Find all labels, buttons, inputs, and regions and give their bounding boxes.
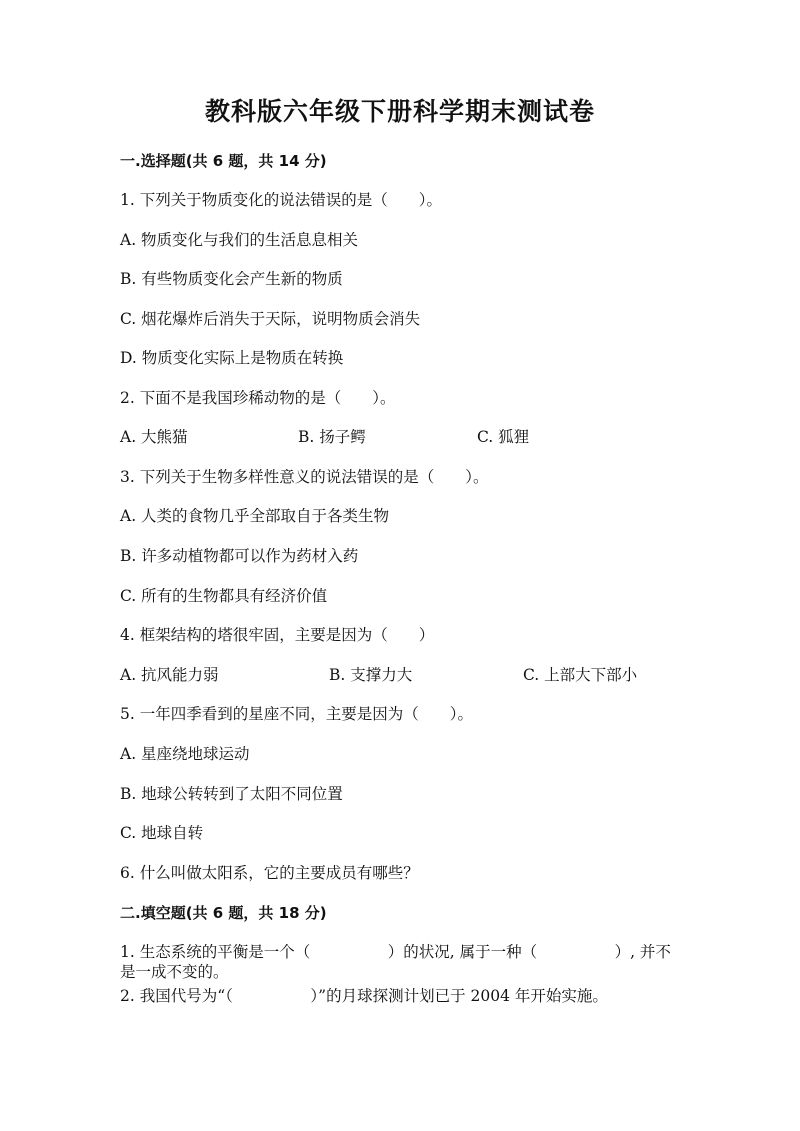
question-2-option-a: A. 大熊猫 <box>120 428 188 446</box>
question-2-option-b: B. 扬子鳄 <box>298 428 366 446</box>
question-5-option-b: B. 地球公转转到了太阳不同位置 <box>120 785 343 803</box>
question-3-option-b: B. 许多动植物都可以作为药材入药 <box>120 547 359 565</box>
question-2-stem: 2. 下面不是我国珍稀动物的是（ ）。 <box>120 389 396 407</box>
question-1-option-d: D. 物质变化实际上是物质在转换 <box>120 349 344 367</box>
question-1-option-c: C. 烟花爆炸后消失于天际，说明物质会消失 <box>120 310 421 328</box>
section-heading-multiple-choice: 一.选择题(共 6 题，共 14 分) <box>120 152 327 170</box>
fill-question-1: 1. 生态系统的平衡是一个（ ）的状况, 属于一种（ ）, 并不是一成不变的。 <box>120 943 671 981</box>
question-3-option-c: C. 所有的生物都具有经济价值 <box>120 587 328 605</box>
question-3-option-a: A. 人类的食物几乎全部取自于各类生物 <box>120 507 390 525</box>
question-3-stem: 3. 下列关于生物多样性意义的说法错误的是（ ）。 <box>120 468 489 486</box>
question-1-stem: 1. 下列关于物质变化的说法错误的是（ ）。 <box>120 191 442 209</box>
question-6-stem: 6. 什么叫做太阳系，它的主要成员有哪些？ <box>120 864 419 882</box>
fill-question-2: 2. 我国代号为“（ ）”的月球探测计划已于 2004 年开始实施。 <box>120 987 608 1005</box>
page-title: 教科版六年级下册科学期末测试卷 <box>204 97 595 126</box>
question-4-stem: 4. 框架结构的塔很牢固，主要是因为（ ） <box>120 626 435 644</box>
question-5-option-c: C. 地球自转 <box>120 824 204 842</box>
question-5-option-a: A. 星座绕地球运动 <box>120 745 250 763</box>
question-1-option-b: B. 有些物质变化会产生新的物质 <box>120 270 343 288</box>
question-2-option-c: C. 狐狸 <box>477 428 530 446</box>
question-5-stem: 5. 一年四季看到的星座不同，主要是因为（ ）。 <box>120 705 473 723</box>
question-4-option-b: B. 支撑力大 <box>329 666 413 684</box>
question-4-option-a: A. 抗风能力弱 <box>120 666 219 684</box>
question-4-option-c: C. 上部大下部小 <box>523 666 638 684</box>
section-heading-fill-in-blank: 二.填空题(共 6 题，共 18 分) <box>120 904 327 922</box>
question-1-option-a: A. 物质变化与我们的生活息息相关 <box>120 231 359 249</box>
